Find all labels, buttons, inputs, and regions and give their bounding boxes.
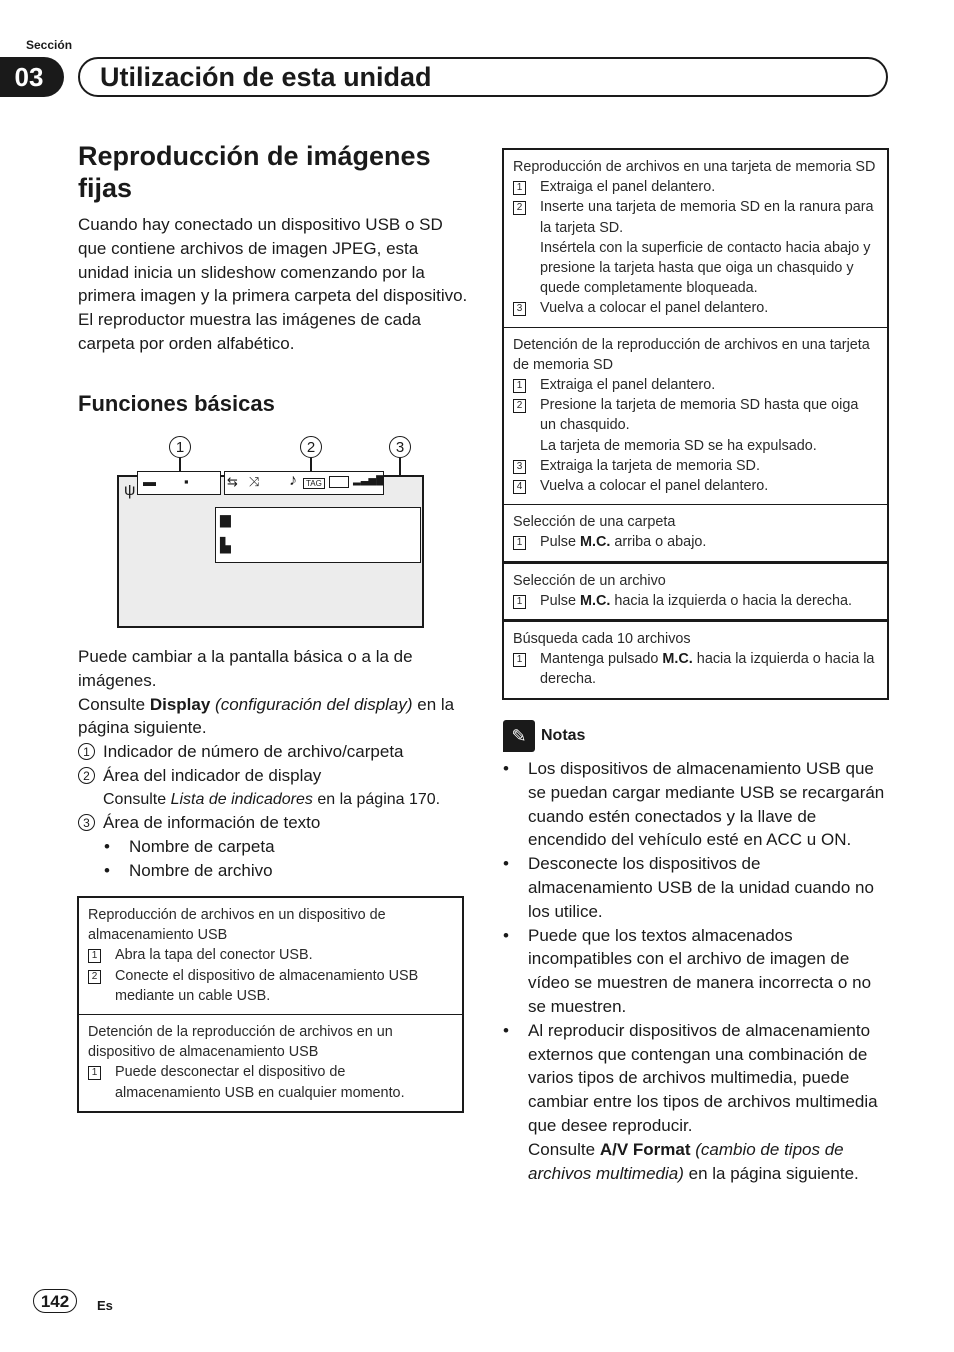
sd-playback-section [504, 150, 887, 328]
note-item: • Al reproducir dispositivos de almacenamiento externos que contengan una combinación de varios tipos de archivos multimedia, puede cambiar entre los tipos de archivos multimedia que desee reproducir. Consulte A/V Format (cambio de tipos de archivos multimedia) en la página siguiente. [503, 1019, 889, 1186]
bullet-text: Nombre de carpeta [129, 837, 275, 857]
search-10-section [504, 622, 887, 698]
note-item: • Los dispositivos de almacenamiento USB que se puedan cargar mediante USB se recargarán cuando estén conectados y la llave de encendido del vehículo esté en ACC u ON. [503, 757, 889, 852]
section-title: Reproducción de archivos en una tarjeta de memoria SD [513, 159, 876, 175]
step-number: 1 [513, 595, 526, 609]
step-text [540, 197, 878, 298]
notes-title: Notas [541, 727, 586, 744]
music-note-icon: ♪ [289, 472, 297, 489]
indicator-list-ref: Lista de indicadores [170, 790, 313, 808]
file-icon: ▙ [220, 537, 231, 553]
folder-icon: ▆ [220, 511, 231, 527]
legend-num: 1 [78, 743, 95, 760]
step [88, 966, 453, 1006]
step [513, 298, 878, 318]
callout-1-leader [179, 458, 181, 472]
step-number: 1 [88, 1066, 101, 1080]
note-text: Al reproducir dispositivos de almacenamiento externos que contengan una combinación de varios tipos de archivos multimedia, puede cambiar entre los tipos de archivos multimedia que desee reproducir. Consulte A/V Format (cambio de tipos de archivos multimedia) en la página siguiente. [528, 1020, 878, 1183]
page-number: 142 [33, 1289, 77, 1313]
step-text: Pulse M.C. arriba o abajo. [540, 534, 707, 551]
consult-prefix: Consulte [103, 790, 171, 808]
callout-2-leader [310, 458, 312, 472]
page-title: Reproducción de imágenes fijas [78, 141, 431, 203]
step-extra: Insértela con la superficie de contacto hacia abajo y presione la tarjeta hasta que oiga un chasquido y quede completamente bloqueada. [540, 239, 871, 297]
sd-stop-section [504, 328, 887, 506]
step-number: 1 [88, 949, 101, 963]
display-ref-desc: (configuración del display) [215, 694, 413, 714]
step [513, 591, 878, 611]
callout-3: 3 [389, 436, 411, 458]
notes-list [503, 757, 889, 1185]
step-text: Puede desconectar el dispositivo de almacenamiento USB en cualquier momento. [115, 1064, 405, 1101]
status-box-icon [329, 476, 349, 488]
step-text: Vuelva a colocar el panel delantero. [540, 478, 769, 495]
step-main: Inserte una tarjeta de memoria SD en la ranura para la tarjeta SD. [540, 199, 874, 236]
step [513, 532, 878, 552]
step-text: Conecte el dispositivo de almacenamiento USB mediante un cable USB. [115, 967, 419, 1004]
step-text: Extraiga el panel delantero. [540, 377, 716, 394]
file-small-icon: ▪ [184, 474, 189, 489]
subheading-basic-functions: Funciones básicas [78, 391, 275, 416]
step-number: 4 [513, 480, 526, 494]
consult-display-line [78, 693, 470, 741]
usb-procedure-box [77, 896, 464, 1113]
shuffle-icon: ⤨ [249, 474, 260, 489]
section-title: Utilización de esta unidad [100, 62, 432, 92]
signal-icon: ▂▃▅▇ [353, 475, 384, 486]
intro-paragraph: Cuando hay conectado un dispositivo USB o SD que contiene archivos de imagen JPEG, esta unidad inicia un slideshow comenzando por la primera imagen y la primera carpeta del dispositivo. El reproductor muestra las imágenes de cada carpeta por orden alfabético. [78, 215, 468, 353]
note-item: • Desconecte los dispositivos de almacenamiento USB de la unidad cuando no los utilice. [503, 852, 889, 923]
step-number: 1 [513, 379, 526, 393]
step-text: Extraiga el panel delantero. [540, 179, 716, 196]
step-number: 2 [513, 399, 526, 413]
legend-num: 3 [78, 814, 95, 831]
legend-item-2 [78, 764, 470, 788]
step-number: 1 [513, 536, 526, 550]
usb-icon: ψ [124, 482, 136, 499]
usb-stop-section [79, 1015, 462, 1111]
tag-badge: TAG [303, 478, 325, 489]
note-text: Desconecte los dispositivos de almacenamiento USB de la unidad cuando no los utilice. [528, 854, 874, 921]
sd-procedure-box [502, 148, 889, 700]
consult-prefix: Consulte [78, 694, 150, 714]
file-folder-number-indicator [137, 471, 221, 495]
bullet-item: • Nombre de archivo [78, 859, 470, 883]
legend-num: 2 [78, 767, 95, 784]
step-text: Vuelva a colocar el panel delantero. [540, 300, 769, 317]
section-number-badge: 03 [0, 57, 64, 97]
section-title: Detención de la reproducción de archivos en una tarjeta de memoria SD [513, 336, 870, 373]
consult-suffix: en la página siguiente. [78, 694, 455, 738]
step-text: Extraiga la tarjeta de memoria SD. [540, 457, 760, 474]
note-item: • Puede que los textos almacenados incompatibles con el archivo de imagen de vídeo se muestren de manera incorrecta o no se muestren. [503, 924, 889, 1019]
section-title: Selección de una carpeta [513, 514, 676, 531]
step-number: 2 [513, 201, 526, 215]
display-indicator-area [224, 471, 384, 495]
step [513, 197, 878, 298]
legend-text: Área de información de texto [103, 813, 321, 833]
switch-screen-note: Puede cambiar a la pantalla básica o a la de imágenes. [78, 647, 413, 690]
step [88, 945, 453, 965]
step-number: 3 [513, 302, 526, 316]
step-number: 1 [513, 181, 526, 195]
bullet-text: Nombre de archivo [129, 860, 273, 880]
step-text [540, 395, 878, 456]
text-information-area [215, 507, 421, 563]
step [513, 375, 878, 395]
section-title: Detención de la reproducción de archivos en un dispositivo de almacenamiento USB [88, 1024, 393, 1061]
step [513, 476, 878, 496]
after-screen-text [78, 645, 470, 740]
file-select-section [504, 564, 887, 622]
legend-list [78, 740, 470, 883]
language-code: Es [97, 1298, 113, 1313]
callout-1: 1 [169, 436, 191, 458]
step-number: 1 [513, 653, 526, 667]
step-text: Mantenga pulsado M.C. hacia la izquierda o hacia la derecha. [540, 651, 875, 688]
folder-select-section [504, 505, 887, 563]
note-text: Los dispositivos de almacenamiento USB que se puedan cargar mediante USB se recargarán cuando estén conectados y la llave de encendido del vehículo esté en ACC u ON. [528, 759, 885, 850]
step-main: Presione la tarjeta de memoria SD hasta que oiga un chasquido. [540, 397, 859, 434]
section-title: Selección de un archivo [513, 572, 666, 589]
section-title: Búsqueda cada 10 archivos [513, 631, 691, 648]
section-title: Reproducción de archivos en un dispositivo de almacenamiento USB [88, 907, 386, 944]
step-extra: La tarjeta de memoria SD se ha expulsado. [540, 437, 817, 454]
legend-item-3 [78, 811, 470, 835]
step-text: Pulse M.C. hacia la izquierda o hacia la derecha. [540, 592, 852, 609]
step-number: 2 [88, 970, 101, 984]
step [513, 456, 878, 476]
notes-header [503, 720, 585, 752]
step-text: Abra la tapa del conector USB. [115, 947, 313, 964]
display-ref: Display [149, 694, 211, 714]
repeat-icon: ⇆ [227, 474, 238, 489]
callout-2: 2 [300, 436, 322, 458]
section-label: Sección [26, 38, 73, 52]
usb-playback-section [79, 898, 462, 1015]
step [513, 395, 878, 456]
note-text: Puede que los textos almacenados incompatibles con el archivo de imagen de vídeo se muestren de manera incorrecta o no se muestren. [528, 925, 872, 1016]
folder-small-icon: ▬ [143, 474, 156, 489]
legend-text: Área del indicador de display [103, 765, 322, 785]
step [513, 177, 878, 197]
pencil-icon: ✎ [503, 720, 535, 752]
step-number: 3 [513, 460, 526, 474]
step [88, 1062, 453, 1102]
step [513, 649, 878, 689]
legend-item-1 [78, 740, 470, 764]
bullet-item: • Nombre de carpeta [78, 835, 470, 859]
legend-text: Indicador de número de archivo/carpeta [103, 742, 404, 761]
legend-2-consult [78, 788, 470, 812]
consult-suffix: en la página 170. [312, 790, 441, 808]
